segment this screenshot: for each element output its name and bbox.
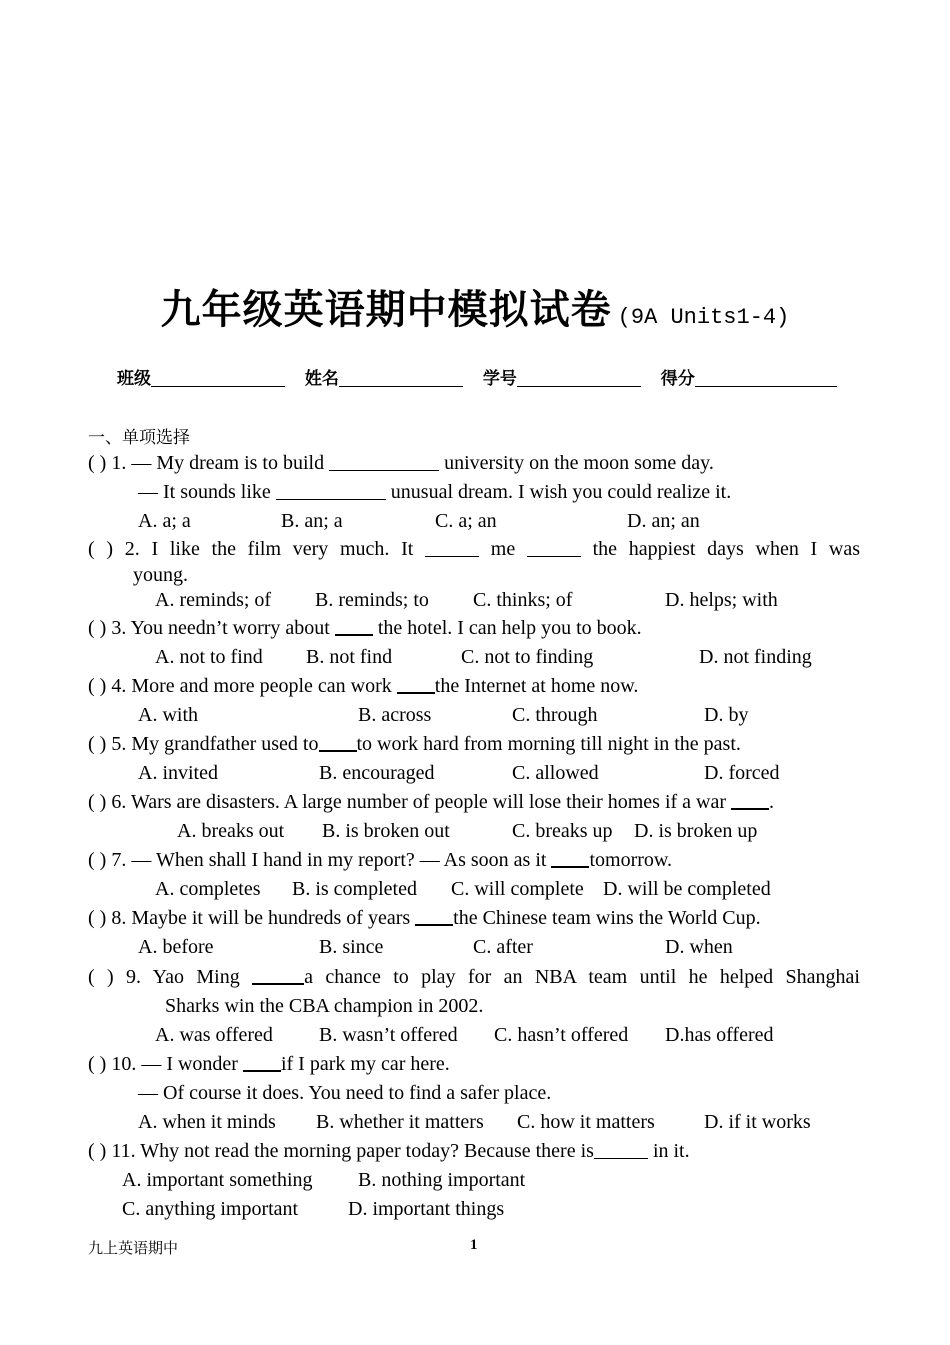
option-c[interactable]: C. through bbox=[512, 704, 598, 726]
option-d[interactable]: D. not finding bbox=[699, 646, 812, 668]
option-b[interactable]: B. whether it matters bbox=[316, 1111, 484, 1133]
answer-blank bbox=[594, 1140, 648, 1159]
option-c[interactable]: C. thinks; of bbox=[473, 589, 573, 611]
answer-blank bbox=[425, 538, 479, 557]
answer-blank bbox=[335, 616, 373, 636]
name-label: 姓名 bbox=[304, 369, 339, 389]
answer-blank bbox=[731, 790, 769, 810]
option-d[interactable]: D. is broken up bbox=[634, 820, 758, 842]
option-b[interactable]: B. is broken out bbox=[322, 820, 450, 842]
option-b[interactable]: B. nothing important bbox=[358, 1169, 526, 1191]
option-a[interactable]: A. was offered bbox=[155, 1024, 273, 1046]
option-d[interactable]: D. if it works bbox=[704, 1111, 811, 1133]
question-2-cont: young. bbox=[133, 564, 188, 586]
question-1-reply: — It sounds like unusual dream. I wish you could realize it. bbox=[138, 481, 732, 503]
question-3: ( ) 3. You needn’t worry about the hotel. I can help you to book. bbox=[88, 617, 642, 639]
option-b[interactable]: B. encouraged bbox=[319, 762, 435, 784]
answer-blank bbox=[319, 732, 357, 752]
title-subtitle: (9A Units1-4) bbox=[617, 305, 790, 330]
question-11: ( ) 11. Why not read the morning paper today? Because there is in it. bbox=[88, 1140, 690, 1162]
option-d[interactable]: D.has offered bbox=[665, 1024, 774, 1046]
section-title: 一、单项选择 bbox=[88, 428, 190, 448]
answer-blank bbox=[252, 965, 304, 985]
option-d[interactable]: D. by bbox=[704, 704, 749, 726]
answer-blank bbox=[397, 674, 435, 694]
class-blank[interactable] bbox=[151, 368, 285, 387]
page-number: 1 bbox=[470, 1237, 478, 1253]
option-b[interactable]: B. not find bbox=[306, 646, 393, 668]
option-a[interactable]: A. not to find bbox=[155, 646, 263, 668]
option-a[interactable]: A. a; a bbox=[138, 510, 191, 532]
option-d[interactable]: D. when bbox=[665, 936, 733, 958]
option-c[interactable]: C. will complete bbox=[451, 878, 584, 900]
option-a[interactable]: A. with bbox=[138, 704, 198, 726]
option-c[interactable]: C. breaks up bbox=[512, 820, 613, 842]
question-9: ( ) 9. Yao Ming a chance to play for an NBA team until he helped Shanghai bbox=[88, 966, 860, 988]
option-d[interactable]: D. an; an bbox=[627, 510, 700, 532]
class-label: 班级 bbox=[117, 369, 151, 389]
page-title bbox=[0, 278, 950, 335]
option-b[interactable]: B. wasn’t offered bbox=[319, 1024, 458, 1046]
student-info-row bbox=[117, 364, 851, 389]
option-b[interactable]: B. since bbox=[319, 936, 384, 958]
question-2: ( ) 2. I like the film very much. It me the happiest days when I was bbox=[88, 538, 861, 560]
option-b[interactable]: B. reminds; to bbox=[315, 589, 429, 611]
question-1: ( ) 1. — My dream is to build university on the moon some day. bbox=[88, 452, 714, 474]
option-b[interactable]: B. across bbox=[358, 704, 432, 726]
question-4: ( ) 4. More and more people can work the Internet at home now. bbox=[88, 675, 639, 697]
option-d[interactable]: D. will be completed bbox=[603, 878, 771, 900]
name-blank[interactable] bbox=[339, 368, 463, 387]
option-c[interactable]: C. hasn’t offered bbox=[494, 1024, 629, 1046]
answer-blank bbox=[243, 1052, 281, 1072]
question-6: ( ) 6. Wars are disasters. A large number of people will lose their homes if a war . bbox=[88, 791, 775, 813]
option-c[interactable]: C. how it matters bbox=[517, 1111, 655, 1133]
option-d[interactable]: D. important things bbox=[348, 1198, 505, 1220]
question-10-reply: — Of course it does. You need to find a safer place. bbox=[138, 1082, 552, 1104]
option-a[interactable]: A. important something bbox=[122, 1169, 313, 1191]
option-b[interactable]: B. an; a bbox=[281, 510, 343, 532]
option-c[interactable]: C. after bbox=[473, 936, 533, 958]
option-d[interactable]: D. helps; with bbox=[665, 589, 778, 611]
option-d[interactable]: D. forced bbox=[704, 762, 780, 784]
option-a[interactable]: A. completes bbox=[155, 878, 261, 900]
option-a[interactable]: A. before bbox=[138, 936, 214, 958]
question-8: ( ) 8. Maybe it will be hundreds of years the Chinese team wins the World Cup. bbox=[88, 907, 761, 929]
question-5: ( ) 5. My grandfather used to to work hard from morning till night in the past. bbox=[88, 733, 741, 755]
option-c[interactable]: C. a; an bbox=[435, 510, 497, 532]
option-a[interactable]: A. when it minds bbox=[138, 1111, 276, 1133]
student-id-blank[interactable] bbox=[517, 368, 641, 387]
option-c[interactable]: C. not to finding bbox=[461, 646, 594, 668]
question-10: ( ) 10. — I wonder if I park my car here. bbox=[88, 1053, 450, 1075]
question-9-cont: Sharks win the CBA champion in 2002. bbox=[165, 995, 484, 1017]
option-a[interactable]: A. breaks out bbox=[177, 820, 285, 842]
answer-blank bbox=[415, 906, 453, 926]
answer-blank bbox=[329, 452, 439, 471]
footer-label: 九上英语期中 bbox=[88, 1239, 179, 1257]
answer-blank bbox=[527, 538, 581, 557]
title-main: 九年级英语期中模拟试卷 bbox=[160, 286, 612, 333]
option-b[interactable]: B. is completed bbox=[292, 878, 417, 900]
score-blank[interactable] bbox=[695, 368, 837, 387]
score-label: 得分 bbox=[660, 369, 695, 389]
option-a[interactable]: A. invited bbox=[138, 762, 218, 784]
answer-blank bbox=[551, 848, 589, 868]
answer-blank bbox=[276, 481, 386, 500]
student-id-label: 学号 bbox=[482, 369, 517, 389]
option-c[interactable]: C. anything important bbox=[122, 1198, 299, 1220]
question-7: ( ) 7. — When shall I hand in my report? — As soon as it tomorrow. bbox=[88, 849, 673, 871]
option-c[interactable]: C. allowed bbox=[512, 762, 599, 784]
option-a[interactable]: A. reminds; of bbox=[155, 589, 272, 611]
